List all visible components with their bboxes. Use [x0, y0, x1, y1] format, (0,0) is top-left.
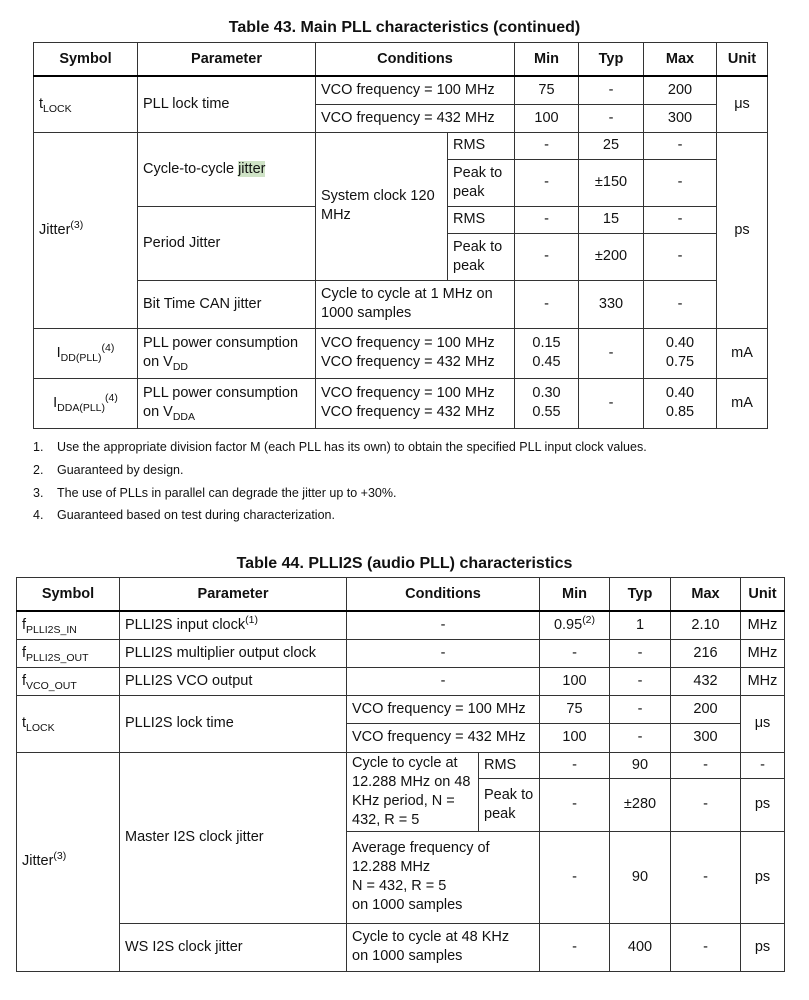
- symbol-idda-pll: $I_{DDA(PLL)}^{(4)}$: [34, 378, 138, 428]
- param-pll-power-vdda: PLL power consumption on $V_{DDA}$: [138, 378, 316, 428]
- max-cell: -: [644, 159, 717, 206]
- condition-cell: -: [347, 611, 540, 639]
- max-cell: -: [644, 132, 717, 159]
- condition-peak-to-peak: Peak to peak: [448, 159, 515, 206]
- min-cell: 0.30 0.55: [515, 378, 579, 428]
- min-cell: 75: [540, 695, 610, 723]
- symbol-fplli2s-out: $f_{PLLI2S\_OUT}$: [17, 639, 120, 667]
- table-header-row: [34, 43, 768, 77]
- param-cycle-to-cycle-jitter: Cycle-to-cycle jitter: [138, 132, 316, 206]
- unit-cell: mA: [717, 378, 768, 428]
- condition-peak-to-peak: Peak to peak: [479, 778, 540, 831]
- unit-cell: ps: [717, 132, 768, 328]
- header-symbol: Symbol: [34, 43, 138, 77]
- min-cell: -: [540, 831, 610, 923]
- header-unit: Unit: [717, 43, 768, 77]
- table-row: [17, 639, 785, 667]
- header-parameter: Parameter: [138, 43, 316, 77]
- typ-cell: ±280: [610, 778, 671, 831]
- unit-cell: μs: [717, 76, 768, 132]
- footnote: 3. The use of PLLs in parallel can degrade the jitter up to +30%.: [33, 485, 397, 500]
- typ-cell: ±200: [579, 233, 644, 280]
- header-min: Min: [515, 43, 579, 77]
- typ-cell: -: [579, 328, 644, 378]
- header-max: Max: [671, 578, 741, 612]
- typ-cell: 1: [610, 611, 671, 639]
- symbol-idd-pll: $I_{DD(PLL)}^{(4)}$: [34, 328, 138, 378]
- unit-cell: ps: [741, 831, 785, 923]
- param-period-jitter: Period Jitter: [138, 206, 316, 280]
- header-unit: Unit: [741, 578, 785, 612]
- footnotes: [33, 436, 647, 527]
- condition-rms: RMS: [448, 206, 515, 233]
- typ-cell: ±150: [579, 159, 644, 206]
- min-cell: -: [540, 752, 610, 778]
- typ-cell: -: [610, 639, 671, 667]
- table-row: [17, 923, 785, 971]
- typ-cell: -: [610, 695, 671, 723]
- max-cell: -: [671, 778, 741, 831]
- min-cell: 100: [540, 667, 610, 695]
- min-cell: -: [515, 159, 579, 206]
- header-symbol: Symbol: [17, 578, 120, 612]
- typ-cell: 25: [579, 132, 644, 159]
- max-cell: -: [671, 752, 741, 778]
- max-cell: 200: [671, 695, 741, 723]
- condition-master-cycle: Cycle to cycle at 12.288 MHz on 48 KHz period, N = 432, R = 5: [347, 752, 479, 831]
- condition-cell: VCO frequency = 432 MHz: [347, 723, 540, 752]
- table-44-caption: Table 44. PLLI2S (audio PLL) characteristics: [236, 555, 573, 572]
- unit-cell: MHz: [741, 639, 785, 667]
- symbol-tlock: $t_{LOCK}$: [17, 695, 120, 752]
- header-min: Min: [540, 578, 610, 612]
- param-plli2s-lock-time: PLLI2S lock time: [120, 695, 347, 752]
- header-typ: Typ: [610, 578, 671, 612]
- unit-cell: MHz: [741, 667, 785, 695]
- footnote: 4. Guaranteed based on test during characterization.: [33, 508, 335, 523]
- unit-cell: ps: [741, 778, 785, 831]
- param-ws-i2s-clock-jitter: WS I2S clock jitter: [120, 923, 347, 971]
- table-row: [34, 76, 768, 104]
- min-cell: -: [540, 639, 610, 667]
- min-cell: -: [515, 132, 579, 159]
- typ-cell: -: [610, 667, 671, 695]
- table-row: [34, 132, 768, 159]
- typ-cell: 330: [579, 280, 644, 328]
- table-row: [17, 611, 785, 639]
- max-cell: 432: [671, 667, 741, 695]
- header-conditions: Conditions: [316, 43, 515, 77]
- table-row: [17, 667, 785, 695]
- table-44: [16, 577, 785, 972]
- symbol-jitter: Jitter$^{(3)}$: [17, 752, 120, 971]
- table-row: [34, 328, 768, 378]
- condition-cell: Cycle to cycle at 48 KHz on 1000 samples: [347, 923, 540, 971]
- min-cell: -: [540, 778, 610, 831]
- header-parameter: Parameter: [120, 578, 347, 612]
- condition-rms: RMS: [448, 132, 515, 159]
- condition-cell: VCO frequency = 100 MHz VCO frequency = 432 MHz: [316, 378, 515, 428]
- typ-cell: -: [610, 723, 671, 752]
- min-cell: 100: [515, 104, 579, 132]
- typ-cell: -: [579, 76, 644, 104]
- max-cell: -: [644, 233, 717, 280]
- param-pll-lock-time: PLL lock time: [138, 76, 316, 132]
- typ-cell: 90: [610, 752, 671, 778]
- symbol-fplli2s-in: $f_{PLLI2S\_IN}$: [17, 611, 120, 639]
- condition-rms: RMS: [479, 752, 540, 778]
- unit-cell: ps: [741, 923, 785, 971]
- param-master-i2s-clock-jitter: Master I2S clock jitter: [120, 752, 347, 923]
- condition-peak-to-peak: Peak to peak: [448, 233, 515, 280]
- table-row: [17, 752, 785, 778]
- table-43-caption: Table 43. Main PLL characteristics (continued): [228, 19, 581, 36]
- header-conditions: Conditions: [347, 578, 540, 612]
- header-typ: Typ: [579, 43, 644, 77]
- param-pll-power-vdd: PLL power consumption on $V_{DD}$: [138, 328, 316, 378]
- unit-cell: mA: [717, 328, 768, 378]
- condition-cell: Cycle to cycle at 1 MHz on 1000 samples: [316, 280, 515, 328]
- max-cell: -: [671, 831, 741, 923]
- max-cell: 0.40 0.85: [644, 378, 717, 428]
- condition-average-frequency: Average frequency of 12.288 MHz N = 432, R = 5 on 1000 samples: [347, 831, 540, 923]
- condition-cell: -: [347, 639, 540, 667]
- condition-cell: VCO frequency = 100 MHz VCO frequency = 432 MHz: [316, 328, 515, 378]
- unit-cell: -: [741, 752, 785, 778]
- typ-cell: 400: [610, 923, 671, 971]
- max-cell: 300: [671, 723, 741, 752]
- min-cell: 0.15 0.45: [515, 328, 579, 378]
- footnote: 2. Guaranteed by design.: [33, 463, 184, 478]
- search-highlight: jitter: [238, 160, 266, 177]
- table-header-row: [17, 578, 785, 612]
- condition-cell: VCO frequency = 100 MHz: [347, 695, 540, 723]
- typ-cell: 90: [610, 831, 671, 923]
- symbol-fvco-out: $f_{VCO\_OUT}$: [17, 667, 120, 695]
- max-cell: 200: [644, 76, 717, 104]
- condition-cell: -: [347, 667, 540, 695]
- max-cell: 2.10: [671, 611, 741, 639]
- unit-cell: μs: [741, 695, 785, 752]
- table-row: [34, 280, 768, 328]
- param-plli2s-multiplier-output: PLLI2S multiplier output clock: [120, 639, 347, 667]
- condition-cell: VCO frequency = 100 MHz: [316, 76, 515, 104]
- symbol-jitter: Jitter$^{(3)}$: [34, 132, 138, 328]
- min-cell: -: [515, 233, 579, 280]
- max-cell: -: [644, 206, 717, 233]
- footnote: 1. Use the appropriate division factor M (each PLL has its own) to obtain the specified PLL input clock values.: [33, 440, 647, 455]
- typ-cell: -: [579, 104, 644, 132]
- min-cell: -: [515, 280, 579, 328]
- symbol-tlock: $t_{LOCK}$: [34, 76, 138, 132]
- max-cell: -: [644, 280, 717, 328]
- param-plli2s-vco-output: PLLI2S VCO output: [120, 667, 347, 695]
- condition-system-clock: System clock 120 MHz: [316, 132, 448, 280]
- min-cell: -: [515, 206, 579, 233]
- table-43: [33, 42, 768, 429]
- unit-cell: MHz: [741, 611, 785, 639]
- min-cell: 0.95$^{(2)}$: [540, 611, 610, 639]
- condition-cell: VCO frequency = 432 MHz: [316, 104, 515, 132]
- max-cell: 0.40 0.75: [644, 328, 717, 378]
- table-row: [17, 695, 785, 723]
- typ-cell: -: [579, 378, 644, 428]
- min-cell: -: [540, 923, 610, 971]
- table-row: [34, 378, 768, 428]
- param-bit-time-can-jitter: Bit Time CAN jitter: [138, 280, 316, 328]
- max-cell: 216: [671, 639, 741, 667]
- header-max: Max: [644, 43, 717, 77]
- min-cell: 100: [540, 723, 610, 752]
- param-plli2s-input-clock: PLLI2S input clock$^{(1)}$: [120, 611, 347, 639]
- max-cell: -: [671, 923, 741, 971]
- max-cell: 300: [644, 104, 717, 132]
- typ-cell: 15: [579, 206, 644, 233]
- min-cell: 75: [515, 76, 579, 104]
